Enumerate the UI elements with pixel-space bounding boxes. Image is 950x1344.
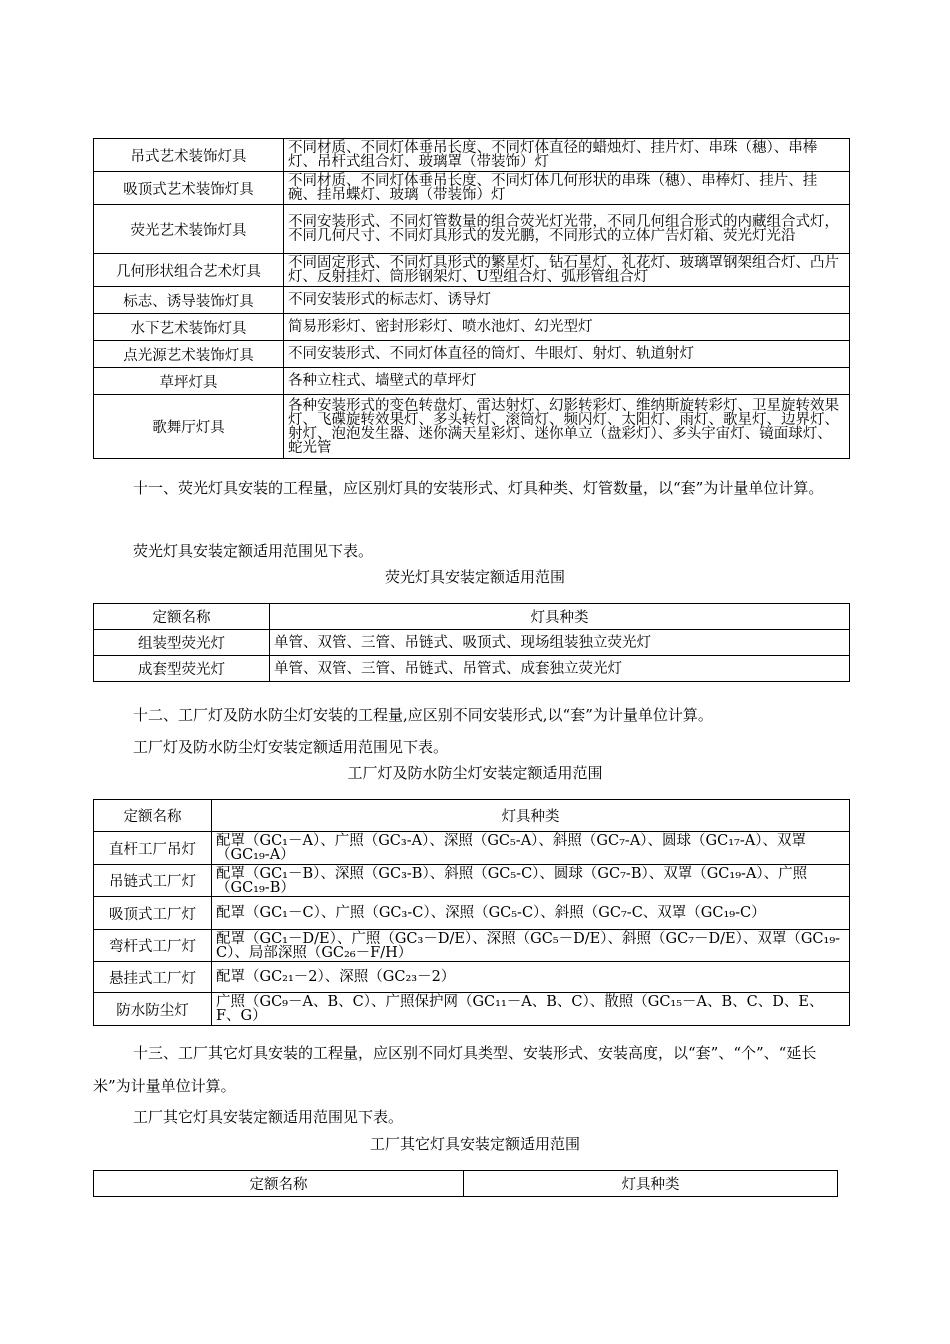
- table-cell-name: 悬挂式工厂灯: [94, 962, 212, 993]
- table-row: [94, 254, 850, 287]
- table-caption: 荧光灯具安装定额适用范围: [384, 568, 565, 586]
- column-header: 灯具种类: [270, 604, 850, 630]
- table-cell-name: 成套型荧光灯: [94, 656, 270, 682]
- table-row: [94, 656, 850, 682]
- table-cell-desc: 单管、双管、三管、吊链式、吊管式、成套独立荧光灯: [270, 656, 850, 682]
- column-header: 定额名称: [94, 604, 270, 630]
- table-cell-name: 吸顶式艺术装饰灯具: [94, 172, 284, 205]
- table-header-row: [94, 1171, 838, 1197]
- column-header: 定额名称: [94, 800, 212, 832]
- table-cell-name: 吊链式工厂灯: [94, 865, 212, 897]
- table-cell-desc: 不同安装形式的标志灯、诱导灯: [284, 287, 850, 314]
- table-cell-name: 水下艺术装饰灯具: [94, 314, 284, 341]
- table-row: [94, 962, 850, 993]
- table-row: [94, 287, 850, 314]
- table-row: [94, 172, 850, 205]
- table-row: [94, 832, 850, 865]
- table-cell-desc: 简易形彩灯、密封形彩灯、喷水池灯、幻光型灯: [284, 314, 850, 341]
- column-header: 灯具种类: [464, 1171, 838, 1197]
- table-cell-desc: 配罩（GC₁－C）、广照（GC₃-C）、深照（GC₅-C）、斜照（GC₇-C、双罩（GC₁₉-C）: [212, 897, 850, 930]
- other-factory-lamps-table: [93, 1170, 838, 1197]
- table-cell-desc: 单管、双管、三管、吊链式、吸顶式、现场组装独立荧光灯: [270, 630, 850, 656]
- table-row: [94, 341, 850, 368]
- table-row: [94, 930, 850, 962]
- table-cell-name: 几何形状组合艺术灯具: [94, 254, 284, 287]
- table-cell-desc: 配罩（GC₁－A）、广照（GC₃-A）、深照（GC₅-A）、斜照（GC₇-A）、圆球（GC₁₇-A）、双罩（GC₁₉-A）: [212, 832, 850, 865]
- table-row: [94, 865, 850, 897]
- table-row: [94, 993, 850, 1026]
- section-13-paragraph: 十三、工厂其它灯具安装的工程量，应区别不同灯具类型、安装形式、安装高度，以“套”、“个”、“延长米”为计量单位计算。: [93, 1044, 817, 1095]
- table-cell-name: 草坪灯具: [94, 368, 284, 395]
- table-cell-desc: 配罩（GC₁－B）、深照（GC₃-B）、斜照（GC₅-C）、圆球（GC₇-B）、双罩（GC₁₉-A）、广照（GC₁₉-B）: [212, 865, 850, 897]
- table-row: [94, 139, 850, 172]
- table-row: [94, 368, 850, 395]
- table-caption: 工厂其它灯具安装定额适用范围: [369, 1135, 580, 1153]
- section-12-note: 工厂灯及防水防尘灯安装定额适用范围见下表。: [133, 738, 449, 756]
- fluorescent-lamps-table: [93, 603, 850, 682]
- table-cell-desc: 各种安装形式的变色转盘灯、雷达射灯、幻影转彩灯、维纳斯旋转彩灯、卫星旋转效果灯、飞碟旋转效果灯、多头转灯、滚筒灯、频闪灯、太阳灯、雨灯、歌星灯、边界灯、射灯、泡泡发生器、迷你满天星彩灯、迷你单立（盘彩灯）、多头宇宙灯、镜面球灯、蛇光管: [284, 395, 850, 459]
- section-13-note: 工厂其它灯具安装定额适用范围见下表。: [133, 1108, 404, 1126]
- table-cell-desc: 不同材质、不同灯体垂吊长度、不同灯体直径的蜡烛灯、挂片灯、串珠（穗）、串棒灯、吊杆式组合灯、玻璃罩（带装饰）灯: [284, 139, 850, 172]
- table-cell-name: 点光源艺术装饰灯具: [94, 341, 284, 368]
- factory-lamps-table: [93, 799, 850, 1026]
- table-cell-desc: 不同安装形式、不同灯管数量的组合荧光灯光带，不同几何组合形式的内藏组合式灯，不同几何尺寸、不同灯具形式的发光鹏，不同形式的立体广告灯箱、荧光灯光沿: [284, 205, 850, 254]
- decorative-lamps-table: [93, 138, 850, 459]
- table-cell-name: 荧光艺术装饰灯具: [94, 205, 284, 254]
- table-cell-desc: 不同材质、不同灯体垂吊长度、不同灯体几何形状的串珠（穗）、串棒灯、挂片、挂碗、挂吊蝶灯、玻璃（带装饰）灯: [284, 172, 850, 205]
- table-cell-name: 吸顶式工厂灯: [94, 897, 212, 930]
- table-row: [94, 630, 850, 656]
- table-cell-desc: 配罩（GC₁－D/E）、广照（GC₃－D/E）、深照（GC₅－D/E）、斜照（GC₇－D/E）、双罩（GC₁₉-C）、局部深照（GC₂₆－F/H）: [212, 930, 850, 962]
- table-cell-name: 直杆工厂吊灯: [94, 832, 212, 865]
- section-12-paragraph: 十二、工厂灯及防水防尘灯安装的工程量,应区别不同安装形式,以“套”为计量单位计算。: [133, 706, 713, 724]
- table-header-row: [94, 800, 850, 832]
- table-row: [94, 205, 850, 254]
- table-cell-name: 歌舞厅灯具: [94, 395, 284, 459]
- table-cell-desc: 不同安装形式、不同灯体直径的筒灯、牛眼灯、射灯、轨道射灯: [284, 341, 850, 368]
- column-header: 定额名称: [94, 1171, 464, 1197]
- table-cell-desc: 不同固定形式、不同灯具形式的繁星灯、钻石星灯、礼花灯、玻璃罩钢架组合灯、凸片灯、反射挂灯、筒形钢架灯、U型组合灯、弧形管组合灯: [284, 254, 850, 287]
- table-cell-desc: 配罩（GC₂₁－2）、深照（GC₂₃－2）: [212, 962, 850, 993]
- table-cell-name: 弯杆式工厂灯: [94, 930, 212, 962]
- table-cell-name: 组装型荧光灯: [94, 630, 270, 656]
- table-cell-name: 吊式艺术装饰灯具: [94, 139, 284, 172]
- table-cell-name: 标志、诱导装饰灯具: [94, 287, 284, 314]
- table-caption: 工厂灯及防水防尘灯安装定额适用范围: [347, 764, 603, 782]
- table-row: [94, 395, 850, 459]
- table-header-row: [94, 604, 850, 630]
- column-header: 灯具种类: [212, 800, 850, 832]
- table-cell-desc: 各种立柱式、墙壁式的草坪灯: [284, 368, 850, 395]
- section-11-paragraph: 十一、荧光灯具安装的工程量，应区别灯具的安装形式、灯具种类、灯管数量，以“套”为计量单位计算。: [133, 479, 824, 497]
- table-row: [94, 897, 850, 930]
- table-cell-desc: 广照（GC₉－A、B、C）、广照保护网（GC₁₁－A、B、C）、散照（GC₁₅－A、B、C、D、E、F、G）: [212, 993, 850, 1026]
- table-cell-name: 防水防尘灯: [94, 993, 212, 1026]
- section-11-note: 荧光灯具安装定额适用范围见下表。: [133, 542, 374, 560]
- table-row: [94, 314, 850, 341]
